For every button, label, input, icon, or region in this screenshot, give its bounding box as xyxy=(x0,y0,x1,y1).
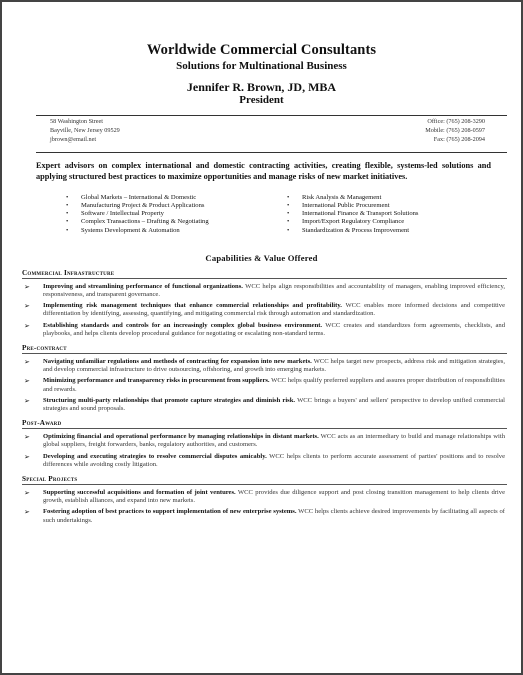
expertise-item xyxy=(287,218,418,226)
office-phone: Office: (765) 208-3290 xyxy=(427,118,485,126)
capability-text: WCC helps clients achieve desired improvements by facilitating all aspects of such undertakings. xyxy=(43,508,505,524)
expertise-label: International Finance & Transport Solutions xyxy=(302,210,419,218)
street-address: 58 Washington Street xyxy=(50,118,104,126)
address-block xyxy=(50,118,120,144)
expertise-item xyxy=(66,202,209,210)
bullet-icon: • xyxy=(287,193,290,201)
capability-lead: Developing and executing strategies to resolve commercial disputes amicably. xyxy=(43,452,267,460)
expertise-label: Software / Intellectual Property xyxy=(81,210,164,218)
contact-block xyxy=(36,115,507,153)
intro-summary: Expert advisors on complex international and domestic contracting activities, creating flexible, systems-led solutions and applying structured best practices to maximize opportunities and manage risks of new market initiatives. xyxy=(36,161,491,181)
letterhead xyxy=(2,42,521,107)
mobile-phone: Mobile: (765) 208-0597 xyxy=(425,126,485,134)
capability-lead: Structuring multi-party relationships that promote capture strategies and diminish risk. xyxy=(43,396,296,404)
capability-item xyxy=(24,322,505,338)
bullet-icon: • xyxy=(66,193,69,201)
capability-item xyxy=(24,358,505,374)
phone-block xyxy=(425,118,485,144)
expertise-item xyxy=(287,227,418,235)
capability-item xyxy=(24,302,505,318)
expertise-label: Standardization & Process Improvement xyxy=(302,226,410,234)
person-name: Jennifer R. Brown, JD, MBA xyxy=(186,80,337,95)
expertise-column-2 xyxy=(287,194,418,235)
section-heading: Post-Award xyxy=(22,419,507,429)
capability-text: WCC brings a buyers' and sellers' perspective to develop unified commercial strategies and sound proposals. xyxy=(43,396,506,413)
arrow-bullet-icon: ➢ xyxy=(24,377,30,386)
expertise-item xyxy=(66,194,209,202)
arrow-bullet-icon: ➢ xyxy=(24,282,30,291)
capability-text: WCC creates and standardizes form agreements, checklists, and playbooks, and helps clients develop procedural guidance for negotiating or escalating non-standard terms. xyxy=(43,321,506,337)
arrow-bullet-icon: ➢ xyxy=(24,321,30,330)
section-heading: Commercial Infrastructure xyxy=(22,269,507,279)
arrow-bullet-icon: ➢ xyxy=(24,489,30,498)
bullet-icon: • xyxy=(287,210,290,218)
capability-sections xyxy=(2,269,521,525)
arrow-bullet-icon: ➢ xyxy=(24,452,30,461)
expertise-item xyxy=(66,210,209,218)
fax-number: Fax: (765) 208-2094 xyxy=(433,135,485,143)
expertise-column-1 xyxy=(66,194,209,235)
section-heading: Special Projects xyxy=(22,475,507,485)
capability-lead: Establishing standards and controls for an increasingly complex global business environment. xyxy=(43,321,323,329)
capability-lead: Navigating unfamiliar regulations and methods of contracting for expansion into new markets. xyxy=(43,358,312,366)
expertise-label: International Public Procurement xyxy=(302,202,390,209)
expertise-item xyxy=(66,218,209,226)
arrow-bullet-icon: ➢ xyxy=(24,396,30,405)
expertise-item xyxy=(287,194,418,202)
capability-text: WCC helps align responsibilities and accountability of managers, enabling improved efficiency, responsiveness, and transparent governance. xyxy=(43,282,505,298)
expertise-item xyxy=(66,227,209,235)
expertise-label: Import/Export Regulatory Compliance xyxy=(302,218,405,226)
expertise-label: Complex Transactions – Drafting & Negotiating xyxy=(81,218,209,226)
capability-lead: Implementing risk management techniques that enhance commercial relationships and profitability. xyxy=(43,302,342,310)
capability-lead: Optimizing financial and operational performance by managing relationships in distant markets. xyxy=(43,433,319,441)
capability-text: WCC helps target new prospects, address risk and mitigation strategies, and develop commercial infrastructure to drive outsourcing, offshoring, and growth into emerging markets. xyxy=(43,358,505,374)
expertise-item xyxy=(287,202,418,210)
bullet-icon: • xyxy=(66,202,69,209)
capabilities-heading: Capabilities & Value Offered xyxy=(205,252,318,263)
capability-item xyxy=(24,433,505,449)
email-address[interactable]: jbrown@email.net xyxy=(50,135,97,143)
arrow-bullet-icon: ➢ xyxy=(24,302,30,311)
capability-item xyxy=(24,377,505,393)
person-title: President xyxy=(239,94,284,107)
arrow-bullet-icon: ➢ xyxy=(24,358,30,367)
capability-lead: Supporting successful acquisitions and formation of joint ventures. xyxy=(43,489,236,497)
section-items xyxy=(24,358,505,413)
capability-lead: Improving and streamlining performance of functional organizations. xyxy=(43,282,243,290)
city-address: Bayville, New Jersey 09529 xyxy=(50,126,120,134)
expertise-label: Global Markets – International & Domestic xyxy=(81,193,197,201)
expertise-item xyxy=(287,210,418,218)
bullet-icon: • xyxy=(66,218,69,226)
capability-text: WCC provides due diligence support and post closing transition management to help clients drive growth, establish alliances, and expand into new markets. xyxy=(43,489,505,505)
company-tagline: Solutions for Multinational Business xyxy=(176,60,347,73)
section-heading: Pre-contract xyxy=(22,344,507,354)
expertise-label: Systems Development & Automation xyxy=(81,226,180,234)
capability-text: WCC helps clients to perform accurate assessment of parties' positions and to resolve differences while avoiding costly litigation. xyxy=(43,452,505,468)
bullet-icon: • xyxy=(287,218,290,226)
capability-item xyxy=(24,489,505,505)
capability-text: WCC acts as an intermediary to build and manage relationships with global suppliers, freight forwarders, banks, regulatory authorities, and customers. xyxy=(43,433,505,449)
capability-lead: Minimizing performance and transparency risks in procurement from suppliers. xyxy=(43,377,270,385)
capability-item xyxy=(24,508,505,524)
company-name: Worldwide Commercial Consultants xyxy=(146,42,377,58)
capability-text: WCC helps qualify preferred suppliers and assures proper distribution of responsibilities and rewards. xyxy=(43,377,505,393)
capability-lead: Fostering adoption of best practices to support implementation of new enterprise systems. xyxy=(43,508,297,516)
capability-item xyxy=(24,283,505,299)
capability-text: WCC enables more informed decisions and competitive differentiation by identifying, assessing, quantifying, and mitigating commercial risk through automation and standardization. xyxy=(43,302,505,318)
capability-item xyxy=(24,397,505,413)
bullet-icon: • xyxy=(66,226,69,234)
arrow-bullet-icon: ➢ xyxy=(24,433,30,442)
section-items xyxy=(24,283,505,338)
bullet-icon: • xyxy=(287,226,290,234)
expertise-label: Risk Analysis & Management xyxy=(302,193,382,201)
arrow-bullet-icon: ➢ xyxy=(24,508,30,517)
bullet-icon: • xyxy=(66,210,69,218)
section-items xyxy=(24,433,505,469)
expertise-areas xyxy=(2,194,521,242)
section-items xyxy=(24,489,505,525)
capability-item xyxy=(24,453,505,469)
expertise-label: Manufacturing Project & Product Applications xyxy=(81,202,205,209)
bullet-icon: • xyxy=(287,202,290,209)
